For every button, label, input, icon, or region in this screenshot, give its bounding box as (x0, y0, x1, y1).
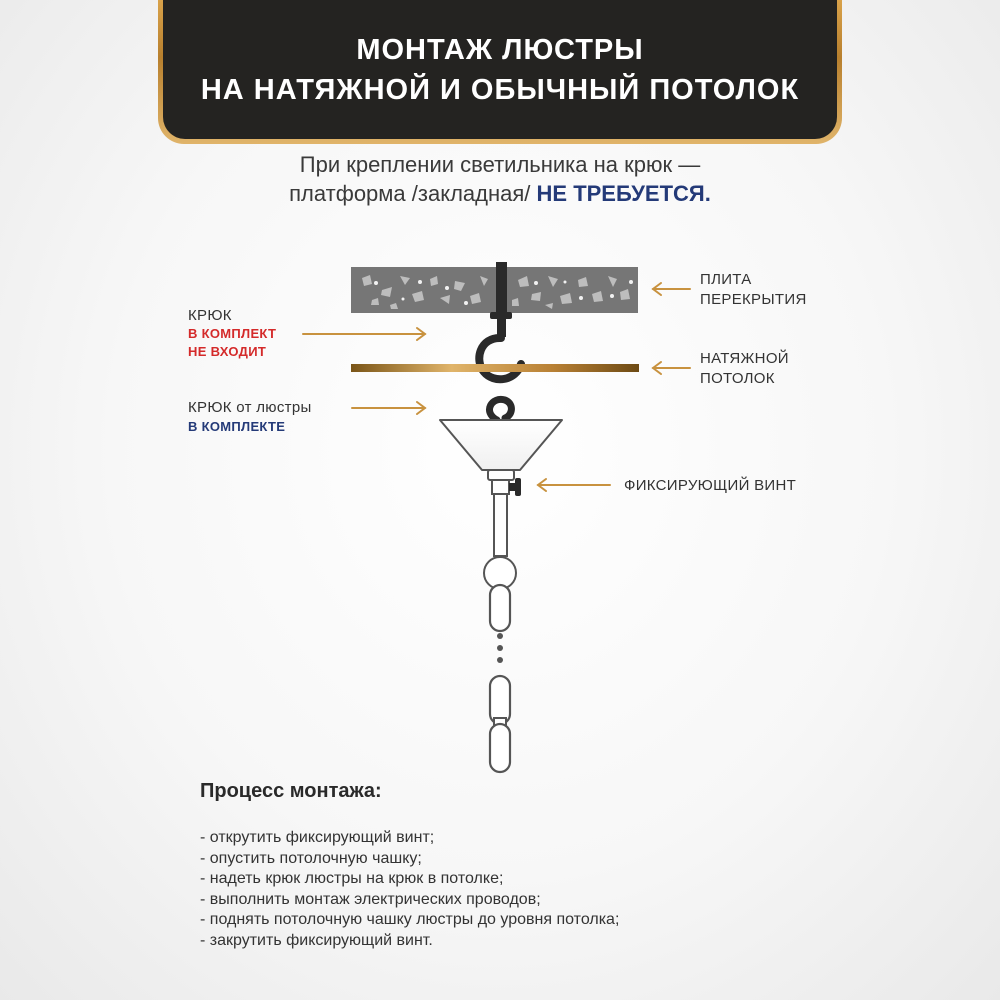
chain-dot-1 (497, 633, 503, 639)
label-hook-note-2: НЕ ВХОДИТ (188, 344, 267, 359)
process-step: - опустить потолочную чашку; (200, 849, 422, 867)
process-steps (200, 828, 619, 951)
chain-link-1 (490, 585, 510, 631)
label-chandelier-hook-note: В КОМПЛЕКТЕ (188, 419, 286, 434)
arrow-chandelier-hook (352, 402, 425, 414)
process-step: - открутить фиксирующий винт; (200, 829, 435, 846)
slab-left (351, 267, 496, 313)
chain-link-3 (490, 724, 510, 772)
cup-collar (488, 470, 514, 480)
process-title: Процесс монтажа: (200, 780, 382, 802)
label-stretch-line-2: ПОТОЛОК (700, 370, 775, 387)
process-step: - надеть крюк люстры на крюк в потолке; (200, 870, 504, 887)
label-hook-note-1: В КОМПЛЕКТ (188, 326, 277, 341)
label-slab-line-1: ПЛИТА (700, 271, 752, 288)
chandelier-hook (489, 399, 511, 420)
process-step: - закрутить фиксирующий винт. (200, 931, 433, 949)
title-line-1: МОНТАЖ ЛЮСТРЫ (356, 33, 644, 66)
title-line-2: НА НАТЯЖНОЙ И ОБЫЧНЫЙ ПОТОЛОК (200, 73, 800, 106)
label-slab-line-2: ПЕРЕКРЫТИЯ (700, 291, 807, 308)
label-hook (188, 307, 276, 361)
label-stretch-line-1: НАТЯЖНОЙ (700, 350, 789, 367)
chain-dot-2 (497, 645, 503, 651)
label-slab (700, 270, 807, 310)
label-fixing-screw: ФИКСИРУЮЩИЙ ВИНТ (624, 477, 797, 494)
stretch-ceiling-bar (351, 364, 639, 372)
chain-link-2 (490, 676, 510, 724)
hook-nut (490, 312, 512, 319)
slab-right (507, 267, 638, 313)
label-hook-title: КРЮК (188, 307, 232, 324)
rod-sleeve (492, 480, 509, 494)
arrow-slab (653, 283, 690, 295)
chandelier-rod (494, 494, 507, 556)
arrow-stretch-ceiling (653, 362, 690, 374)
concrete-slab (351, 267, 638, 313)
subtitle-line-1: При креплении светильника на крюк — (299, 152, 701, 177)
label-chandelier-hook-title: КРЮК от люстры (188, 399, 312, 416)
label-stretch-ceiling (700, 349, 789, 389)
subtitle-line-2-prefix: платформа /закладная/ (289, 181, 531, 206)
label-chandelier-hook (188, 398, 312, 436)
hook-curve (479, 338, 521, 379)
ceiling-cup (440, 420, 562, 470)
fixing-screw-head (515, 478, 521, 496)
subtitle-emphasis: НЕ ТРЕБУЕТСЯ. (536, 181, 711, 206)
hook-rod (496, 262, 507, 314)
arrow-screw (538, 479, 610, 491)
fixing-screw-shaft (509, 483, 515, 491)
process-step: - выполнить монтаж электрических проводов; (200, 890, 541, 908)
arrow-hook (303, 328, 425, 340)
chain-dot-3 (497, 657, 503, 663)
process-step: - поднять потолочную чашку люстры до уровня потолка; (200, 911, 620, 928)
